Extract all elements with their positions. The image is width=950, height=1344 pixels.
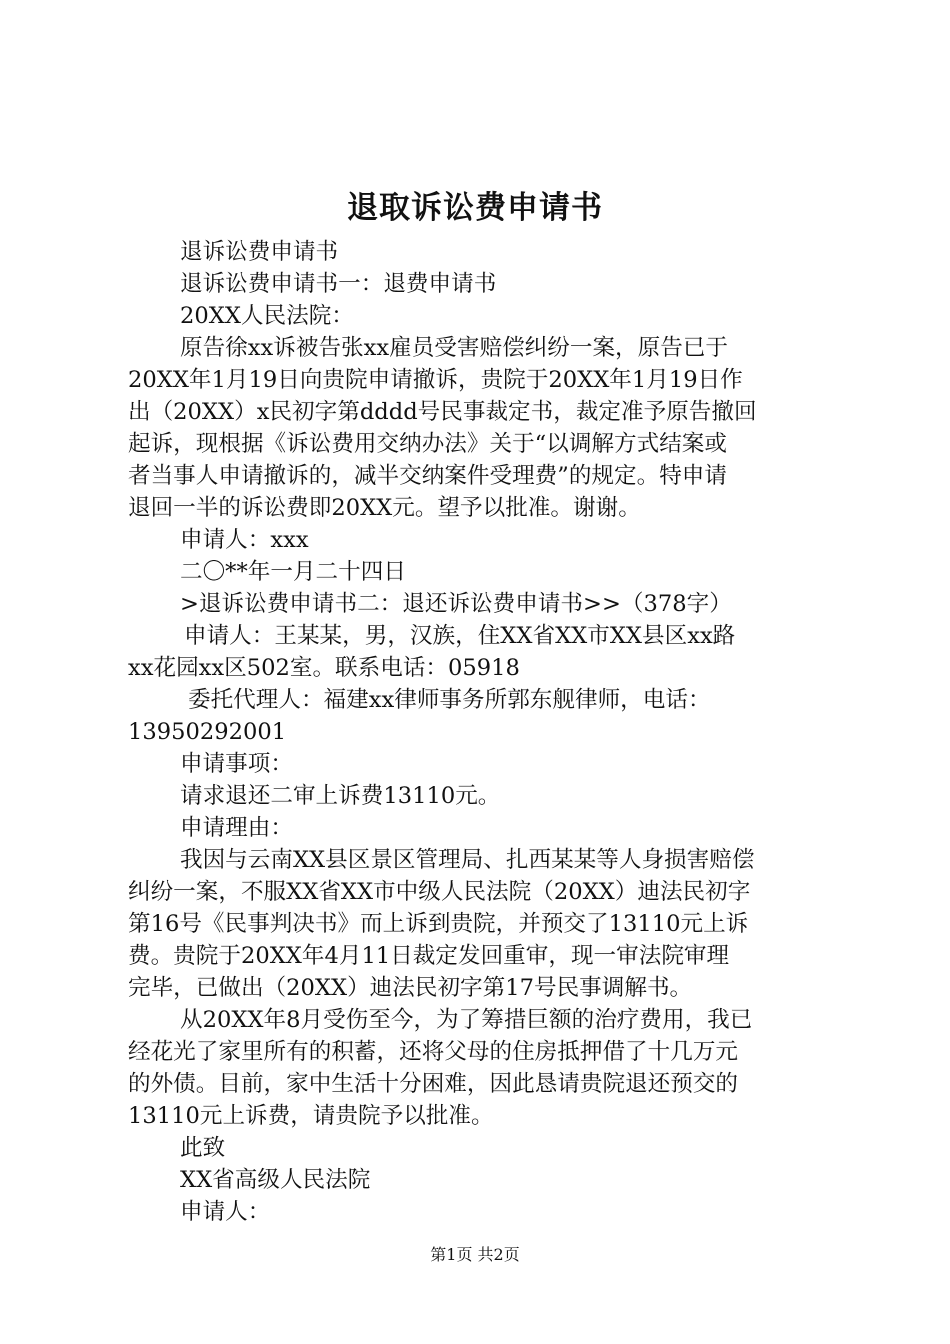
text-line: >退诉讼费申请书二：退还诉讼费申请书>>（378字） bbox=[180, 591, 732, 617]
text-line: 者当事人申请撤诉的，减半交纳案件受理费”的规定。特申请 bbox=[128, 463, 727, 489]
text-line: 从20XX年8月受伤至今，为了筹措巨额的治疗费用，我已 bbox=[180, 1007, 753, 1033]
text-line: 退诉讼费申请书 bbox=[180, 239, 339, 265]
document-body bbox=[128, 236, 832, 1228]
text-line: 申请理由： bbox=[180, 815, 293, 841]
text-line: 第16号《民事判决书》而上诉到贵院，并预交了13110元上诉 bbox=[128, 911, 749, 937]
document-title: 退取诉讼费申请书 bbox=[347, 190, 603, 226]
text-line: 此致 bbox=[180, 1135, 226, 1161]
text-line: 退诉讼费申请书一：退费申请书 bbox=[180, 271, 497, 297]
text-line: 二〇**年一月二十四日 bbox=[180, 559, 406, 585]
text-line: xx花园xx区502室。联系电话：05918 bbox=[128, 655, 520, 681]
text-line: 申请人：xxx bbox=[180, 527, 309, 553]
text-line: 起诉，现根据《诉讼费用交纳办法》关于“以调解方式结案或 bbox=[128, 431, 727, 457]
text-line: 的外债。目前，家中生活十分困难，因此恳请贵院退还预交的 bbox=[128, 1071, 739, 1097]
text-line: 13110元上诉费，请贵院予以批准。 bbox=[128, 1103, 494, 1129]
page-number-footer: 第1页 共2页 bbox=[430, 1245, 520, 1264]
text-line: 20XX人民法院： bbox=[180, 303, 354, 329]
text-line: 20XX年1月19日向贵院申请撤诉，贵院于20XX年1月19日作 bbox=[128, 367, 743, 393]
text-line: 出（20XX）x民初字第dddd号民事裁定书，裁定准予原告撤回 bbox=[128, 399, 757, 425]
text-line: 我因与云南XX县区景区管理局、扎西某某等人身损害赔偿 bbox=[180, 847, 755, 873]
text-line: 费。贵院于20XX年4月11日裁定发回重审，现一审法院审理 bbox=[128, 943, 730, 969]
text-line: 纠纷一案，不服XX省XX市中级人民法院（20XX）迪法民初字 bbox=[128, 879, 751, 905]
text-line: 委托代理人：福建xx律师事务所郭东舰律师，电话： bbox=[188, 687, 711, 713]
text-line: 13950292001 bbox=[128, 719, 287, 745]
text-line: 申请人：王某某，男，汉族，住XX省XX市XX县区xx路 bbox=[184, 623, 736, 649]
text-line: 请求退还二审上诉费13110元。 bbox=[180, 783, 501, 809]
text-line: 原告徐xx诉被告张xx雇员受害赔偿纠纷一案，原告已于 bbox=[180, 335, 729, 361]
text-line: 完毕，已做出（20XX）迪法民初字第17号民事调解书。 bbox=[128, 975, 693, 1001]
text-line: 退回一半的诉讼费即20XX元。望予以批准。谢谢。 bbox=[128, 495, 641, 521]
text-line: 经花光了家里所有的积蓄，还将父母的住房抵押借了十几万元 bbox=[128, 1039, 739, 1065]
text-line: XX省高级人民法院 bbox=[180, 1167, 371, 1193]
text-line: 申请人： bbox=[180, 1199, 271, 1225]
text-line: 申请事项： bbox=[180, 751, 293, 777]
